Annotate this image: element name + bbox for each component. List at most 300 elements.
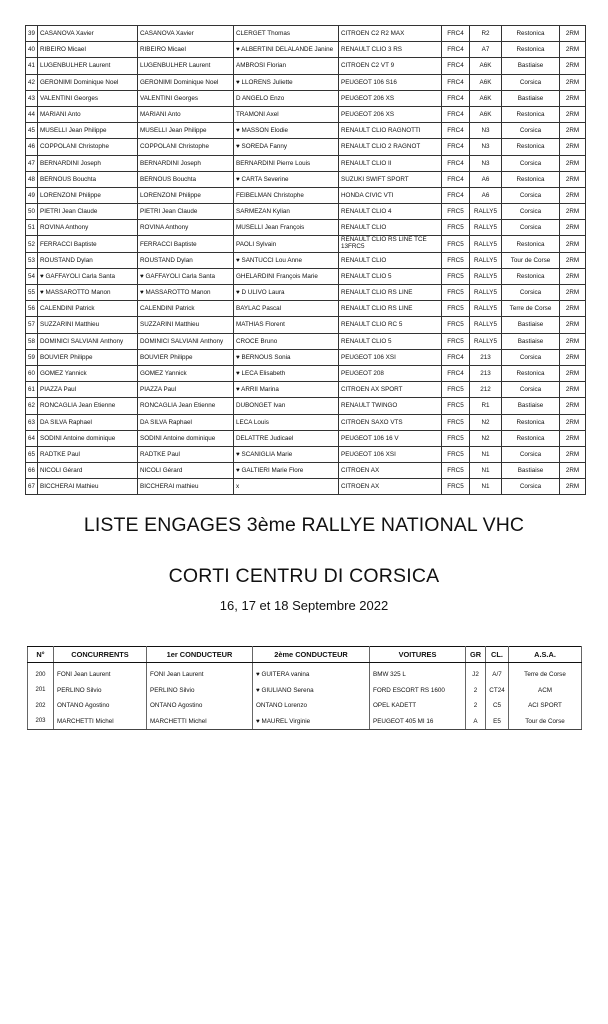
entrant-cell: ROVINA Anthony (38, 220, 138, 236)
entrant-cell: FERRACCI Baptiste (38, 236, 138, 252)
asa-cell: Corsica (502, 155, 560, 171)
class-cell: RALLY5 (470, 317, 502, 333)
car-cell: OPEL KADETT (370, 698, 466, 714)
driver-cell: PERLINO Silvio (147, 683, 253, 699)
car-cell: PEUGEOT 206 XS (339, 90, 442, 106)
table-row (26, 317, 586, 333)
table-row (26, 42, 586, 58)
co-driver-cell: ♥ ALBERTINI DELALANDE Janine (234, 42, 339, 58)
driver-cell: ROUSTAND Dylan (138, 252, 234, 268)
table-row (26, 463, 586, 479)
car-cell: RENAULT TWINGO (339, 398, 442, 414)
entry-number-cell: 47 (26, 155, 38, 171)
group-cell: FRC4 (442, 139, 470, 155)
column-header: GR (466, 647, 486, 663)
category-cell: 2RM (560, 171, 586, 187)
entrant-cell: LORENZONI Philippe (38, 187, 138, 203)
group-cell: FRC5 (442, 463, 470, 479)
event-dates: 16, 17 et 18 Septembre 2022 (219, 598, 389, 613)
table-row (26, 446, 586, 462)
car-cell: RENAULT CLIO 5 (339, 333, 442, 349)
table-row (26, 382, 586, 398)
column-header: A.S.A. (509, 647, 582, 663)
entry-number-cell: 51 (26, 220, 38, 236)
class-cell: A6 (470, 187, 502, 203)
class-cell: RALLY5 (470, 285, 502, 301)
table-row (26, 301, 586, 317)
category-cell: 2RM (560, 204, 586, 220)
driver-cell: BOUVIER Philippe (138, 349, 234, 365)
co-driver-cell: DELATTRE Judicael (234, 430, 339, 446)
co-driver-cell: ♥ GIULIANO Serena (253, 683, 370, 699)
group-cell: FRC5 (442, 446, 470, 462)
car-cell: HONDA CIVIC VTI (339, 187, 442, 203)
asa-cell: Bastiaise (502, 317, 560, 333)
driver-cell: PIETRI Jean Claude (138, 204, 234, 220)
entrant-cell: GOMEZ Yannick (38, 365, 138, 381)
class-cell: 213 (470, 349, 502, 365)
entrant-cell: RONCAGLIA Jean Etienne (38, 398, 138, 414)
entry-number-cell: 63 (26, 414, 38, 430)
class-cell: R1 (470, 398, 502, 414)
entry-number-cell: 65 (26, 446, 38, 462)
driver-cell: ♥ MASSAROTTO Manon (138, 285, 234, 301)
class-cell: RALLY5 (470, 268, 502, 284)
entry-number-cell: 57 (26, 317, 38, 333)
table-row (26, 171, 586, 187)
entrant-cell: PERLINO Silvio (54, 683, 147, 699)
class-cell: A6K (470, 106, 502, 122)
entry-number-cell: 54 (26, 268, 38, 284)
group-cell: FRC5 (442, 317, 470, 333)
entry-number-cell: 59 (26, 349, 38, 365)
driver-cell: RIBEIRO Micael (138, 42, 234, 58)
asa-cell: Bastiaise (502, 398, 560, 414)
car-cell: PEUGEOT 106 XSI (339, 349, 442, 365)
entrant-cell: DA SILVA Raphael (38, 414, 138, 430)
group-cell: 2 (466, 683, 486, 699)
driver-cell: ♥ GAFFAYOLI Carla Santa (138, 268, 234, 284)
category-cell: 2RM (560, 382, 586, 398)
class-cell: RALLY5 (470, 252, 502, 268)
group-cell: A (466, 714, 486, 730)
entrant-cell: ONTANO Agostino (54, 698, 147, 714)
asa-cell: Corsica (502, 74, 560, 90)
group-cell: FRC4 (442, 349, 470, 365)
table-row (26, 155, 586, 171)
driver-cell: NICOLI Gérard (138, 463, 234, 479)
co-driver-cell: ♥ GALTIERI Marie Flore (234, 463, 339, 479)
table-row (26, 414, 586, 430)
entry-number-cell: 201 (28, 683, 54, 699)
car-cell: SUZUKI SWIFT SPORT (339, 171, 442, 187)
entry-number-cell: 48 (26, 171, 38, 187)
co-driver-cell: ♥ MAUREL Virginie (253, 714, 370, 730)
asa-cell: Corsica (502, 187, 560, 203)
entry-number-cell: 40 (26, 42, 38, 58)
entrant-cell: PIETRI Jean Claude (38, 204, 138, 220)
car-cell: RENAULT CLIO RS LINE (339, 285, 442, 301)
driver-cell: SODINI Antoine dominique (138, 430, 234, 446)
car-cell: PEUGEOT 106 S16 (339, 74, 442, 90)
class-cell: A7 (470, 42, 502, 58)
table-row (26, 285, 586, 301)
class-cell: N1 (470, 479, 502, 495)
asa-cell: Corsica (502, 446, 560, 462)
entrant-cell: MARIANI Anto (38, 106, 138, 122)
group-cell: FRC5 (442, 479, 470, 495)
category-cell: 2RM (560, 106, 586, 122)
table-row (26, 90, 586, 106)
column-header: N° (28, 647, 54, 663)
entrant-cell: SODINI Antoine dominique (38, 430, 138, 446)
driver-cell: GERONIMI Dominique Noel (138, 74, 234, 90)
group-cell: FRC4 (442, 365, 470, 381)
driver-cell: RONCAGLIA Jean Etienne (138, 398, 234, 414)
table-row (26, 252, 586, 268)
car-cell: RENAULT CLIO RS LINE TCE 13FRC5 (339, 236, 442, 252)
category-cell: 2RM (560, 123, 586, 139)
co-driver-cell: LECA Louis (234, 414, 339, 430)
asa-cell: Bastiaise (502, 90, 560, 106)
entrant-cell: ♥ GAFFAYOLI Carla Santa (38, 268, 138, 284)
asa-cell: ACI SPORT (509, 698, 582, 714)
category-cell: 2RM (560, 317, 586, 333)
category-cell: 2RM (560, 349, 586, 365)
asa-cell: Corsica (502, 479, 560, 495)
entries-table-modern (25, 25, 586, 495)
class-cell: E5 (486, 714, 509, 730)
entry-number-cell: 43 (26, 90, 38, 106)
driver-cell: PIAZZA Paul (138, 382, 234, 398)
co-driver-cell: FEIBELMAN Christophe (234, 187, 339, 203)
asa-cell: Tour de Corse (509, 714, 582, 730)
table-row (26, 479, 586, 495)
entry-number-cell: 62 (26, 398, 38, 414)
driver-cell: COPPOLANI Christophe (138, 139, 234, 155)
car-cell: PEUGEOT 206 XS (339, 106, 442, 122)
group-cell: FRC5 (442, 398, 470, 414)
table-row (26, 106, 586, 122)
car-cell: CITROEN C2 R2 MAX (339, 26, 442, 42)
asa-cell: ACM (509, 683, 582, 699)
co-driver-cell: ♥ CARTA Severine (234, 171, 339, 187)
table-row (28, 698, 582, 714)
co-driver-cell: DUBONGET Ivan (234, 398, 339, 414)
driver-cell: GOMEZ Yannick (138, 365, 234, 381)
group-cell: FRC5 (442, 268, 470, 284)
entry-number-cell: 56 (26, 301, 38, 317)
category-cell: 2RM (560, 285, 586, 301)
asa-cell: Restonica (502, 139, 560, 155)
driver-cell: RADTKE Paul (138, 446, 234, 462)
table-row (26, 398, 586, 414)
co-driver-cell: BAYLAC Pascal (234, 301, 339, 317)
category-cell: 2RM (560, 446, 586, 462)
co-driver-cell: PAOLI Sylvain (234, 236, 339, 252)
category-cell: 2RM (560, 463, 586, 479)
table-row (26, 430, 586, 446)
entry-number-cell: 60 (26, 365, 38, 381)
driver-cell: CASANOVA Xavier (138, 26, 234, 42)
entrant-cell: GERONIMI Dominique Noel (38, 74, 138, 90)
category-cell: 2RM (560, 365, 586, 381)
table-row (28, 714, 582, 730)
class-cell: A6K (470, 74, 502, 90)
car-cell: RENAULT CLIO (339, 220, 442, 236)
entrant-cell: CASANOVA Xavier (38, 26, 138, 42)
entries-table-body (26, 26, 586, 495)
table-row (26, 187, 586, 203)
co-driver-cell: MUSELLI Jean François (234, 220, 339, 236)
asa-cell: Restonica (502, 365, 560, 381)
class-cell: A6K (470, 90, 502, 106)
table-row (26, 26, 586, 42)
class-cell: RALLY5 (470, 301, 502, 317)
co-driver-cell: ♥ SCANIGLIA Marie (234, 446, 339, 462)
co-driver-cell: CLERGET Thomas (234, 26, 339, 42)
class-cell: N2 (470, 414, 502, 430)
entry-number-cell: 50 (26, 204, 38, 220)
driver-cell: DA SILVA Raphael (138, 414, 234, 430)
car-cell: PEUGEOT 208 (339, 365, 442, 381)
group-cell: FRC4 (442, 171, 470, 187)
entrant-cell: ROUSTAND Dylan (38, 252, 138, 268)
entry-number-cell: 66 (26, 463, 38, 479)
entry-number-cell: 42 (26, 74, 38, 90)
entry-number-cell: 61 (26, 382, 38, 398)
entry-number-cell: 55 (26, 285, 38, 301)
driver-cell: DOMINICI SALVIANI Anthony (138, 333, 234, 349)
driver-cell: BERNARDINI Joseph (138, 155, 234, 171)
asa-cell: Restonica (502, 106, 560, 122)
column-header: CONCURRENTS (54, 647, 147, 663)
co-driver-cell: SARMEZAN Kylian (234, 204, 339, 220)
entrant-cell: BERNARDINI Joseph (38, 155, 138, 171)
co-driver-cell: GHELARDINI François Marie (234, 268, 339, 284)
asa-cell: Restonica (502, 26, 560, 42)
group-cell: FRC5 (442, 333, 470, 349)
column-header: CL. (486, 647, 509, 663)
class-cell: CT24 (486, 683, 509, 699)
car-cell: RENAULT CLIO 3 RS (339, 42, 442, 58)
car-cell: PEUGEOT 106 XSI (339, 446, 442, 462)
group-cell: FRC5 (442, 301, 470, 317)
asa-cell: Tour de Corse (502, 252, 560, 268)
category-cell: 2RM (560, 155, 586, 171)
car-cell: BMW 325 L (370, 667, 466, 683)
driver-cell: VALENTINI Georges (138, 90, 234, 106)
vhc-header-row (28, 647, 582, 663)
class-cell: A6 (470, 171, 502, 187)
table-row (28, 683, 582, 699)
co-driver-cell: ♥ MASSON Elodie (234, 123, 339, 139)
co-driver-cell: CROCE Bruno (234, 333, 339, 349)
group-cell: FRC5 (442, 220, 470, 236)
group-cell: 2 (466, 698, 486, 714)
class-cell: N1 (470, 446, 502, 462)
driver-cell: ROVINA Anthony (138, 220, 234, 236)
category-cell: 2RM (560, 252, 586, 268)
group-cell: FRC4 (442, 106, 470, 122)
entrant-cell: BICCHERAI Mathieu (38, 479, 138, 495)
co-driver-cell: ♥ ARRII Marina (234, 382, 339, 398)
group-cell: FRC5 (442, 414, 470, 430)
co-driver-cell: MATHIAS Florent (234, 317, 339, 333)
group-cell: FRC5 (442, 430, 470, 446)
group-cell: FRC4 (442, 74, 470, 90)
car-cell: CITROEN AX SPORT (339, 382, 442, 398)
driver-cell: LORENZONI Philippe (138, 187, 234, 203)
driver-cell: ONTANO Agostino (147, 698, 253, 714)
entrant-cell: LUGENBULHER Laurent (38, 58, 138, 74)
class-cell: A/7 (486, 667, 509, 683)
group-cell: FRC4 (442, 90, 470, 106)
co-driver-cell: BERNARDINI Pierre Louis (234, 155, 339, 171)
entry-number-cell: 203 (28, 714, 54, 730)
entrant-cell: MARCHETTI Michel (54, 714, 147, 730)
entrant-cell: COPPOLANI Christophe (38, 139, 138, 155)
co-driver-cell: AMBROSI Florian (234, 58, 339, 74)
entry-number-cell: 64 (26, 430, 38, 446)
group-cell: FRC4 (442, 58, 470, 74)
group-cell: FRC5 (442, 382, 470, 398)
car-cell: RENAULT CLIO RS LINE (339, 301, 442, 317)
driver-cell: FERRACCI Baptiste (138, 236, 234, 252)
page-title: LISTE ENGAGES 3ème RALLYE NATIONAL VHC (83, 514, 525, 536)
group-cell: J2 (466, 667, 486, 683)
class-cell: N3 (470, 155, 502, 171)
category-cell: 2RM (560, 479, 586, 495)
entrant-cell: NICOLI Gérard (38, 463, 138, 479)
entry-number-cell: 39 (26, 26, 38, 42)
category-cell: 2RM (560, 74, 586, 90)
car-cell: RENAULT CLIO RAGNOTTI (339, 123, 442, 139)
co-driver-cell: ♥ SOREDA Fanny (234, 139, 339, 155)
category-cell: 2RM (560, 430, 586, 446)
class-cell: R2 (470, 26, 502, 42)
entry-number-cell: 58 (26, 333, 38, 349)
asa-cell: Terre de Corse (502, 301, 560, 317)
driver-cell: CALENDINI Patrick (138, 301, 234, 317)
car-cell: RENAULT CLIO RC 5 (339, 317, 442, 333)
entrant-cell: CALENDINI Patrick (38, 301, 138, 317)
class-cell: RALLY5 (470, 333, 502, 349)
event-name: CORTI CENTRU DI CORSICA (168, 565, 440, 587)
asa-cell: Bastiaise (502, 58, 560, 74)
class-cell: RALLY5 (470, 236, 502, 252)
co-driver-cell: x (234, 479, 339, 495)
table-row (26, 204, 586, 220)
column-header: 2ème CONDUCTEUR (253, 647, 370, 663)
driver-cell: BERNOUS Bouchta (138, 171, 234, 187)
car-cell: CITROEN C2 VT 9 (339, 58, 442, 74)
entry-number-cell: 44 (26, 106, 38, 122)
entrant-cell: RIBEIRO Micael (38, 42, 138, 58)
co-driver-cell: ♥ LLORENS Juliette (234, 74, 339, 90)
entry-number-cell: 53 (26, 252, 38, 268)
group-cell: FRC4 (442, 26, 470, 42)
asa-cell: Bastiaise (502, 463, 560, 479)
co-driver-cell: ♥ BERNOUS Sonia (234, 349, 339, 365)
entry-number-cell: 67 (26, 479, 38, 495)
entrant-cell: VALENTINI Georges (38, 90, 138, 106)
driver-cell: BICCHERAI mathieu (138, 479, 234, 495)
entry-number-cell: 46 (26, 139, 38, 155)
car-cell: RENAULT CLIO II (339, 155, 442, 171)
driver-cell: SUZZARINI Matthieu (138, 317, 234, 333)
car-cell: CITROEN AX (339, 479, 442, 495)
co-driver-cell: ♥ LECA Elisabeth (234, 365, 339, 381)
table-row (26, 333, 586, 349)
column-header: VOITURES (370, 647, 466, 663)
category-cell: 2RM (560, 414, 586, 430)
class-cell: RALLY5 (470, 204, 502, 220)
entry-number-cell: 49 (26, 187, 38, 203)
table-row (26, 236, 586, 252)
car-cell: RENAULT CLIO 5 (339, 268, 442, 284)
group-cell: FRC5 (442, 252, 470, 268)
entry-number-cell: 52 (26, 236, 38, 252)
asa-cell: Terre de Corse (509, 667, 582, 683)
co-driver-cell: TRAMONI Axel (234, 106, 339, 122)
table-row (26, 220, 586, 236)
asa-cell: Corsica (502, 285, 560, 301)
category-cell: 2RM (560, 90, 586, 106)
driver-cell: FONI Jean Laurent (147, 667, 253, 683)
entry-number-cell: 45 (26, 123, 38, 139)
class-cell: 213 (470, 365, 502, 381)
asa-cell: Restonica (502, 414, 560, 430)
table-row (26, 123, 586, 139)
group-cell: FRC4 (442, 42, 470, 58)
entrant-cell: RADTKE Paul (38, 446, 138, 462)
entry-number-cell: 200 (28, 667, 54, 683)
asa-cell: Corsica (502, 349, 560, 365)
table-row (26, 139, 586, 155)
car-cell: CITROEN SAXO VTS (339, 414, 442, 430)
entrant-cell: FONI Jean Laurent (54, 667, 147, 683)
car-cell: RENAULT CLIO (339, 252, 442, 268)
co-driver-cell: ♥ GUITERA vanina (253, 667, 370, 683)
asa-cell: Bastiaise (502, 333, 560, 349)
co-driver-cell: D ANGELO Enzo (234, 90, 339, 106)
car-cell: PEUGEOT 405 MI 16 (370, 714, 466, 730)
vhc-table-body (28, 663, 582, 730)
entrant-cell: ♥ MASSAROTTO Manon (38, 285, 138, 301)
car-cell: PEUGEOT 106 16 V (339, 430, 442, 446)
category-cell: 2RM (560, 398, 586, 414)
co-driver-cell: ♥ D ULIVO Laura (234, 285, 339, 301)
class-cell: 212 (470, 382, 502, 398)
asa-cell: Restonica (502, 236, 560, 252)
category-cell: 2RM (560, 220, 586, 236)
co-driver-cell: ♥ SANTUCCI Lou Anne (234, 252, 339, 268)
category-cell: 2RM (560, 301, 586, 317)
asa-cell: Restonica (502, 171, 560, 187)
category-cell: 2RM (560, 268, 586, 284)
asa-cell: Corsica (502, 382, 560, 398)
group-cell: FRC5 (442, 204, 470, 220)
category-cell: 2RM (560, 187, 586, 203)
car-cell: CITROEN AX (339, 463, 442, 479)
co-driver-cell: ONTANO Lorenzo (253, 698, 370, 714)
group-cell: FRC4 (442, 187, 470, 203)
group-cell: FRC4 (442, 123, 470, 139)
driver-cell: MUSELLI Jean Philippe (138, 123, 234, 139)
asa-cell: Corsica (502, 220, 560, 236)
asa-cell: Restonica (502, 430, 560, 446)
